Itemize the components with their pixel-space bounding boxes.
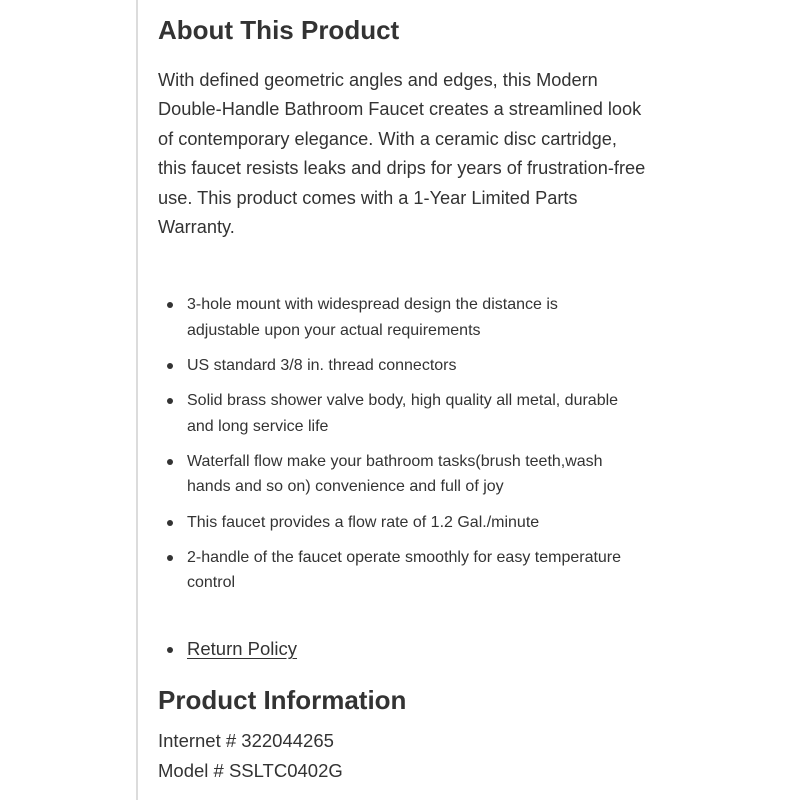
feature-text: 2-handle of the faucet operate smoothly for easy temperature control — [187, 548, 622, 592]
model-number: Model # SSLTC0402G — [158, 760, 343, 781]
internet-number: Internet # 322044265 — [158, 730, 334, 751]
feature-text: Solid brass shower valve body, high quality all metal, durable and long service life — [187, 391, 619, 435]
bullet-icon — [167, 520, 173, 526]
about-section-title: About This Product — [158, 15, 400, 45]
bullet-icon — [167, 363, 173, 369]
return-policy-link[interactable]: Return Policy — [187, 638, 298, 659]
feature-text: 3-hole mount with widespread design the distance is adjustable upon your actual requirements — [187, 296, 558, 339]
bullet-icon — [167, 647, 173, 653]
feature-list-item — [158, 510, 628, 536]
product-information-title: Product Information — [158, 685, 407, 715]
feature-list-item — [158, 353, 628, 379]
bullet-icon — [167, 459, 173, 465]
feature-list — [158, 292, 628, 606]
feature-list-item — [158, 545, 628, 596]
product-description: With defined geometric angles and edges, this Modern Double-Handle Bathroom Faucet creates a streamlined look of contemporary elegance. With a ceramic disc cartridge, this faucet resists leaks and drips for years of frustration-free use. This product comes with a 1-Year Limited Parts Warranty. — [158, 70, 646, 238]
bullet-icon — [167, 302, 173, 308]
feature-list-item — [158, 388, 628, 439]
return-policy-item — [158, 636, 297, 662]
left-divider — [136, 0, 138, 800]
feature-list-item — [158, 292, 628, 343]
feature-list-item — [158, 449, 628, 500]
feature-text: This faucet provides a flow rate of 1.2 Gal./minute — [187, 513, 540, 531]
feature-text: US standard 3/8 in. thread connectors — [187, 356, 457, 374]
bullet-icon — [167, 555, 173, 561]
bullet-icon — [167, 398, 173, 404]
feature-text: Waterfall flow make your bathroom tasks(brush teeth,wash hands and so on) convenience and full of joy — [187, 452, 603, 496]
